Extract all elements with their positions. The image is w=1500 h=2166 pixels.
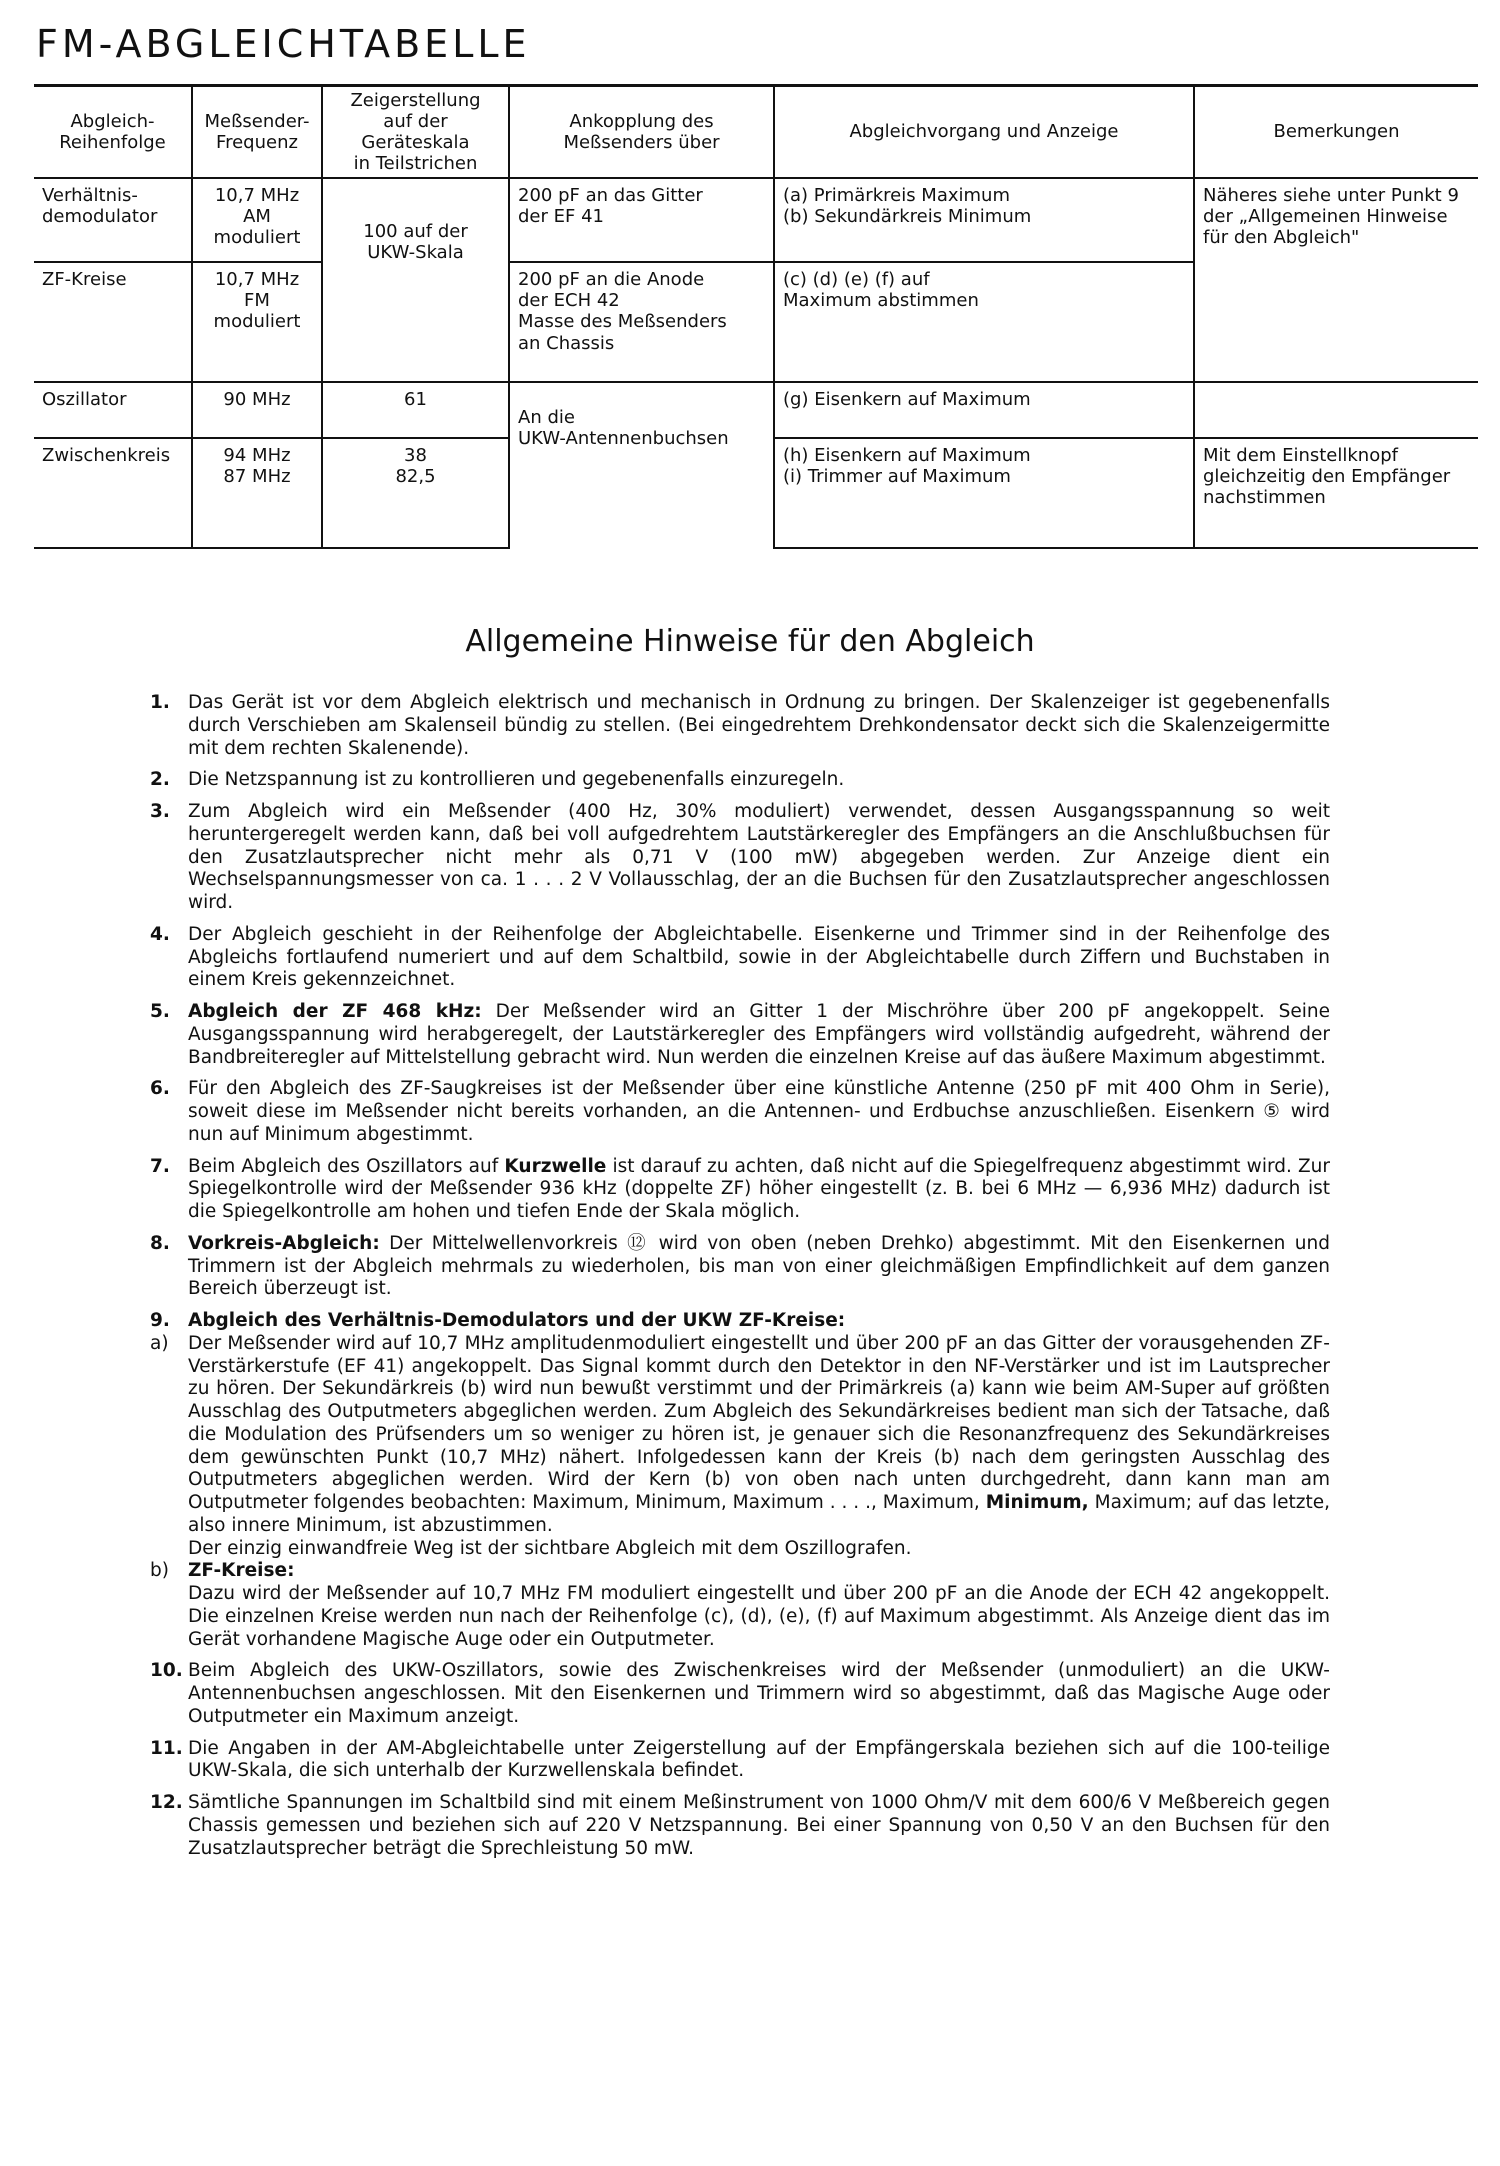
subitem-text [188, 1560, 1330, 1651]
cell-sequence: Verhältnis- demodulator [34, 178, 192, 262]
cell-remarks: Näheres siehe unter Punkt 9 der „Allgemeinen Hinweise für den Abgleich" [1203, 185, 1459, 249]
cell-pointer: 38 82,5 [322, 438, 509, 548]
table-header-row [34, 86, 1478, 179]
note-text [188, 1001, 1330, 1069]
subitem-label: a) [150, 1332, 169, 1354]
note-bold-term: Kurzwelle [504, 1155, 607, 1177]
alignment-table [34, 84, 1478, 549]
header-pointer: Zeigerstellung auf der Geräteskala in Teilstrichen [322, 86, 509, 179]
cell-coupling: An die UKW-Antennenbuchsen [509, 382, 774, 548]
cell-coupling: 200 pF an das Gitter der EF 41 [509, 178, 774, 262]
section-heading: Allgemeine Hinweise für den Abgleich [465, 624, 1035, 659]
note-text: Beim Abgleich des UKW-Oszillators, sowie des Zwischenkreises wird der Meßsender (unmoduliert) an die UKW-Antennenbuchsen angeschlossen. Mit den Eisenkernen und Trimmern wird so abgestimmt, daß das Magische Auge oder Outputmeter ein Maximum anzeigt. [188, 1660, 1330, 1727]
note-number: 12. [150, 1792, 183, 1813]
note-number: 1. [150, 692, 170, 713]
cell-pointer: 100 auf der UKW-Skala [322, 178, 509, 382]
page-title: FM-ABGLEICHTABELLE [36, 22, 531, 66]
header-sequence: Abgleich- Reihenfolge [34, 86, 192, 179]
note-text [188, 1156, 1330, 1224]
note-item [150, 769, 1330, 792]
subitem-text-part: Maximum; auf das letzte, also innere Minimum, ist abzustimmen. [188, 1492, 1330, 1536]
subitem-bold: Minimum, [985, 1492, 1089, 1513]
header-procedure: Abgleichvorgang und Anzeige [774, 86, 1194, 179]
note-item [150, 801, 1330, 915]
note-item [150, 1001, 1330, 1069]
note-number: 4. [150, 923, 170, 945]
cell-frequency: 90 MHz [192, 382, 322, 438]
cell-frequency: 10,7 MHz FM moduliert [192, 262, 322, 382]
note-text: Für den Abgleich des ZF-Saugkreises ist der Meßsender über eine künstliche Antenne (250 pF mit 400 Ohm in Serie), soweit diese im Meßsender nicht bereits vorhanden, an die Antennen- und Erdbuchse anzuschließen. Eisenkern ⑤ wird nun auf Minimum abgestimmt. [188, 1078, 1330, 1145]
cell-procedure: (c) (d) (e) (f) auf Maximum abstimmen [774, 262, 1194, 382]
header-frequency: Meßsender- Frequenz [192, 86, 322, 179]
cell-coupling: 200 pF an die Anode der ECH 42 Masse des Meßsenders an Chassis [509, 262, 774, 382]
note-bold-lead: Abgleich des Verhältnis-Demodulators und der UKW ZF-Kreise: [188, 1310, 846, 1331]
note-text [150, 1310, 1330, 1651]
note-pre: Beim Abgleich des Oszillators auf [188, 1155, 505, 1177]
note-text: Das Gerät ist vor dem Abgleich elektrisch und mechanisch in Ordnung zu bringen. Der Skalenzeiger ist gegebenenfalls durch Verschieben am Skalenseil bündig zu stellen. (Bei eingedrehtem Drehkondensator deckt sich die Skalenzeigermitte mit dem rechten Skalenende). [188, 692, 1330, 759]
header-remarks: Bemerkungen [1194, 86, 1478, 179]
note-bold-lead: Vorkreis-Abgleich: [188, 1232, 380, 1254]
note-number: 5. [150, 1001, 170, 1022]
note-item [150, 1156, 1330, 1224]
note-number: 9. [150, 1310, 170, 1331]
cell-frequency: 94 MHz 87 MHz [192, 438, 322, 548]
note-body: Der Mittelwellenvorkreis ⑫ wird von oben (neben Drehko) abgestimmt. Mit den Eisenkernen und Trimmern ist der Abgleich mehrmals zu wiederholen, bis man von einer gleichmäßigen Empfindlichkeit auf dem ganzen Bereich überzeugt ist. [188, 1232, 1330, 1300]
table-row [34, 382, 1478, 438]
cell-remarks [1194, 382, 1478, 438]
note-subitem-b [150, 1560, 1330, 1651]
note-text: Zum Abgleich wird ein Meßsender (400 Hz, 30% moduliert) verwendet, dessen Ausgangsspannung so weit heruntergeregelt werden kann, daß bei voll aufgedrehtem Lautstärkeregler des Empfängers an die Anschlußbuchsen für den Zusatzlautsprecher nicht mehr als 0,71 V (100 mW) abgegeben werden. Zur Anzeige dient ein Wechselspannungsmesser von ca. 1 . . . 2 V Vollausschlag, der an die Buchsen für den Zusatzlautsprecher angeschlossen wird. [188, 801, 1330, 913]
note-item [150, 1738, 1330, 1784]
subitem-text-part: Dazu wird der Meßsender auf 10,7 MHz FM moduliert eingestellt und über 200 pF an die Anode der ECH 42 angekoppelt. Die einzelnen Kreise werden nun nach der Reihenfolge (c), (d), (e), (f) auf Maximum abgestimmt. Als Anzeige dient das im Gerät vorhandene Magische Auge oder ein Outputmeter. [188, 1583, 1330, 1650]
note-number: 8. [150, 1232, 170, 1254]
note-item [150, 1233, 1330, 1301]
note-text: Die Netzspannung ist zu kontrollieren und gegebenenfalls einzuregeln. [188, 769, 845, 791]
note-text [188, 1233, 1330, 1301]
cell-sequence: ZF-Kreise [34, 262, 192, 382]
note-item [150, 1792, 1330, 1860]
cell-sequence: Zwischenkreis [34, 438, 192, 548]
note-item [150, 692, 1330, 760]
cell-remarks: Mit dem Einstellknopf gleichzeitig den Empfänger nachstimmen [1194, 438, 1478, 548]
cell-procedure: (g) Eisenkern auf Maximum [774, 382, 1194, 438]
note-body: Der Meßsender wird an Gitter 1 der Mischröhre über 200 pF angekoppelt. Seine Ausgangsspannung wird herabgeregelt, der Lautstärkeregler des Empfängers wird vollständig aufgedreht, während der Bandbreiteregler auf Mittelstellung gebracht wird. Nun werden die einzelnen Kreise auf das äußere Maximum abgestimmt. [188, 1001, 1330, 1068]
note-text: Der Abgleich geschieht in der Reihenfolge der Abgleichtabelle. Eisenkerne und Trimmer sind in der Reihenfolge des Abgleichs fortlaufend numeriert und auf dem Schaltbild, sowie in der Abgleichtabelle durch Ziffern und Buchstaben in einem Kreis gekennzeichnet. [188, 923, 1330, 991]
subitem-text [188, 1333, 1330, 1561]
note-number: 2. [150, 769, 170, 791]
note-text: Die Angaben in der AM-Abgleichtabelle unter Zeigerstellung auf der Empfängerskala beziehen sich auf die 100-teilige UKW-Skala, die sich unterhalb der Kurzwellenskala befindet. [188, 1737, 1330, 1782]
header-coupling: Ankopplung des Meßsenders über [509, 86, 774, 179]
subitem-label: b) [150, 1560, 169, 1582]
note-item [150, 924, 1330, 992]
subitem-text-part: Der Meßsender wird auf 10,7 MHz amplitudenmoduliert eingestellt und über 200 pF an das Gitter der vorausgehenden ZF-Verstärkerstufe (EF 41) angekoppelt. Das Signal kommt durch den Detektor in den NF-Verstärker und ist im Lautsprecher zu hören. Der Sekundärkreis (b) wird nun bewußt verstimmt und der Primärkreis (a) kann wie beim AM-Super auf größten Ausschlag des Outputmeters abgeglichen werden. Zum Abgleich des Sekundärkreises bedient man sich der Tatsache, daß die Modulation des Prüfsenders um so weniger zu hören ist, je genauer sich die Resonanzfrequenz des Sekundärkreises dem gewünschten Punkt (10,7 MHz) nähert. Infolgedessen kann der Kreis (b) nach dem geringsten Ausschlag des Outputmeters abgeglichen werden. Wird der Kern (b) von oben nach unten durchgedreht, dann kann man am Outputmeter folgendes beobachten: Maximum, Minimum, Maximum . . . ., Maximum, [188, 1332, 1330, 1513]
table-row [34, 178, 1478, 262]
note-number: 11. [150, 1737, 183, 1759]
cell-frequency: 10,7 MHz AM moduliert [192, 178, 322, 262]
note-bold-lead: Abgleich der ZF 468 kHz: [188, 1001, 482, 1022]
note-item [150, 1078, 1330, 1146]
cell-pointer: 61 [322, 382, 509, 438]
note-item [150, 1660, 1330, 1728]
note-subitem-a [150, 1332, 1330, 1561]
cell-procedure: (h) Eisenkern auf Maximum (i) Trimmer auf Maximum [774, 438, 1194, 548]
notes-list [150, 692, 1330, 1869]
cell-sequence: Oszillator [34, 382, 192, 438]
note-number: 3. [150, 801, 170, 822]
cell-procedure: (a) Primärkreis Maximum (b) Sekundärkreis Minimum [774, 178, 1194, 262]
note-body: ist darauf zu achten, daß nicht auf die Spiegelfrequenz abgestimmt wird. Zur Spiegelkontrolle wird der Meßsender 936 kHz (doppelte ZF) höher eingestellt (z. B. bei 6 MHz — 6,936 MHz) dadurch ist die Spiegelkontrolle am hohen und tiefen Ende der Skala möglich. [188, 1155, 1330, 1222]
note-item [150, 1310, 1330, 1651]
subitem-text-part: Der einzig einwandfreie Weg ist der sichtbare Abgleich mit dem Oszillografen. [188, 1537, 912, 1559]
subitem-bold: ZF-Kreise: [188, 1560, 295, 1582]
note-number: 10. [150, 1660, 183, 1682]
note-text: Sämtliche Spannungen im Schaltbild sind mit einem Meßinstrument von 1000 Ohm/V mit dem 600/6 V Meßbereich gegen Chassis gemessen und beziehen sich auf 220 V Netzspannung. Bei einer Spannung von 0,50 V an den Buchsen für den Zusatzlautsprecher beträgt die Sprechleistung 50 mW. [188, 1792, 1330, 1859]
note-number: 7. [150, 1155, 170, 1177]
note-number: 6. [150, 1078, 170, 1100]
